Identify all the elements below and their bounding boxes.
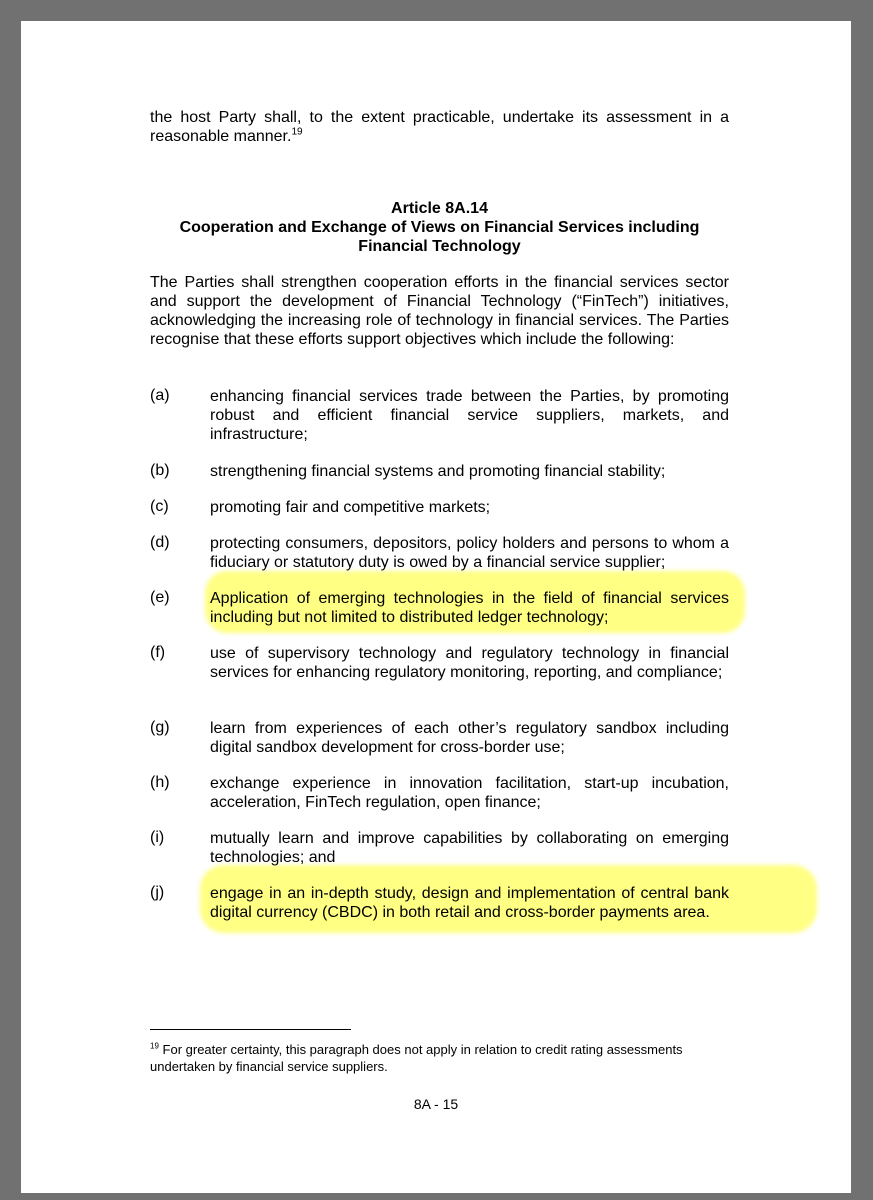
footnote-number: 19 bbox=[150, 1041, 159, 1051]
body-paragraph: The Parties shall strengthen cooperation efforts in the financial services sector and support the development of Financial Technology (“FinTech”) initiatives, acknowledging the increasing role of technology in financial services. The Parties recognise that these efforts support objectives which include the following: bbox=[150, 274, 729, 348]
list-item-text: promoting fair and competitive markets; bbox=[210, 499, 491, 516]
footnote bbox=[150, 1041, 729, 1075]
list-item-text: enhancing financial services trade between the Parties, by promoting robust and efficient financial service suppliers, markets, and infrastructure; bbox=[210, 388, 729, 443]
article-number: Article 8A.14 bbox=[391, 200, 488, 217]
list-item-text: engage in an in-depth study, design and implementation of central bank digital currency (CBDC) in both retail and cross-border payments area. bbox=[210, 885, 729, 921]
footnote-divider bbox=[150, 1029, 351, 1030]
article-heading bbox=[150, 199, 729, 256]
list-item-text: strengthening financial systems and promoting financial stability; bbox=[210, 463, 666, 480]
list-item-label: (f) bbox=[150, 644, 166, 661]
list-item-d bbox=[150, 534, 729, 572]
list-item-h bbox=[150, 774, 729, 812]
list-item-j bbox=[150, 884, 729, 922]
list-item-label: (g) bbox=[150, 719, 170, 736]
intro-paragraph bbox=[150, 108, 729, 146]
list-item-b bbox=[150, 462, 729, 481]
list-item-g bbox=[150, 719, 729, 757]
list-item-label: (j) bbox=[150, 884, 165, 901]
list-item-text: learn from experiences of each other’s regulatory sandbox including digital sandbox development for cross-border use; bbox=[210, 720, 729, 756]
list-item-c bbox=[150, 498, 729, 517]
article-title-line2: Financial Technology bbox=[358, 238, 521, 255]
article-title-line1: Cooperation and Exchange of Views on Financial Services including bbox=[179, 219, 700, 236]
footnote-reference: 19 bbox=[291, 126, 303, 138]
list-item-e bbox=[150, 589, 729, 627]
list-item-label: (i) bbox=[150, 829, 165, 846]
list-item-i bbox=[150, 829, 729, 867]
list-item-text: exchange experience in innovation facilitation, start-up incubation, acceleration, FinTech regulation, open finance; bbox=[210, 775, 729, 811]
list-item-label: (b) bbox=[150, 462, 170, 479]
list-item-label: (h) bbox=[150, 774, 170, 791]
list-item-label: (a) bbox=[150, 387, 170, 404]
list-item-text: use of supervisory technology and regulatory technology in financial services for enhancing regulatory monitoring, reporting, and compliance; bbox=[210, 645, 729, 681]
intro-text: the host Party shall, to the extent practicable, undertake its assessment in a reasonable manner. bbox=[150, 109, 729, 145]
list-item-a bbox=[150, 387, 729, 444]
page-number: 8A - 15 bbox=[413, 1096, 459, 1112]
list-item-f bbox=[150, 644, 729, 682]
footnote-text: For greater certainty, this paragraph does not apply in relation to credit rating assessments undertaken by financial service suppliers. bbox=[150, 1042, 683, 1074]
list-item-label: (d) bbox=[150, 534, 170, 551]
list-item-label: (e) bbox=[150, 589, 170, 606]
list-item-text: Application of emerging technologies in the field of financial services including but not limited to distributed ledger technology; bbox=[210, 590, 729, 626]
list-item-text: mutually learn and improve capabilities by collaborating on emerging technologies; and bbox=[210, 830, 729, 866]
list-item-text: protecting consumers, depositors, policy holders and persons to whom a fiduciary or statutory duty is owed by a financial service supplier; bbox=[210, 535, 729, 571]
list-item-label: (c) bbox=[150, 498, 169, 515]
